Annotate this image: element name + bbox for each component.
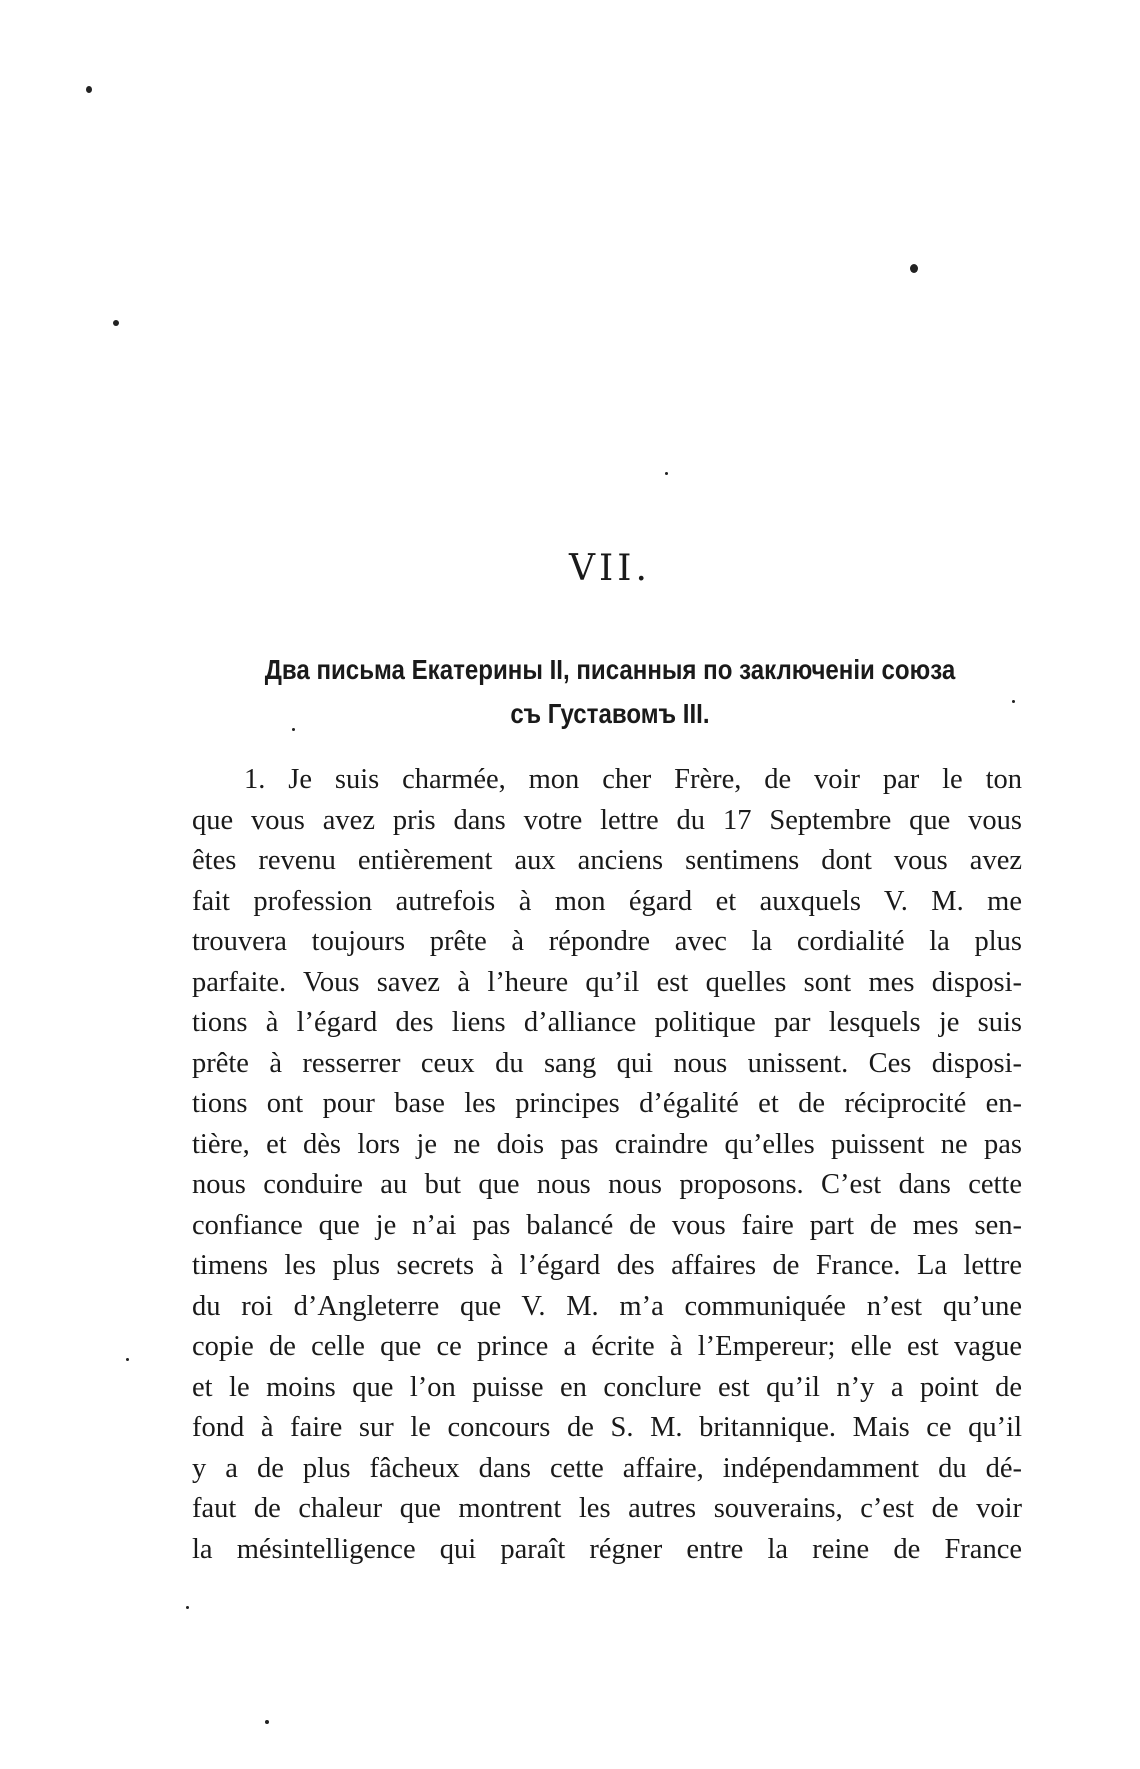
text-line: timens les plus secrets à l’égard des affaires de France. La lettre bbox=[192, 1250, 1022, 1281]
text-line: que vous avez pris dans votre lettre du 17 Septembre que vous bbox=[192, 804, 1022, 836]
text-line: parfaite. Vous savez à l’heure qu’il est quelles sont mes disposi- bbox=[192, 966, 1022, 998]
scan-speck bbox=[910, 264, 918, 273]
text-line: tions ont pour base les principes d’égalité et de réciprocité en- bbox=[192, 1088, 1022, 1119]
text-line: nous conduire au but que nous nous proposons. C’est dans cette bbox=[192, 1169, 1022, 1200]
scan-speck bbox=[126, 1358, 129, 1361]
scan-speck bbox=[186, 1606, 189, 1609]
chapter-title-line: Два письма Екатерины II, писанныя по заключенiи союза bbox=[264, 654, 956, 685]
text-line: tions à l’égard des liens d’alliance politique par lesquels je suis bbox=[192, 1007, 1022, 1038]
text-line: trouvera toujours prête à répondre avec la cordialité la plus bbox=[192, 926, 1022, 957]
text-line: la mésintelligence qui paraît régner entre la reine de France bbox=[192, 1533, 1022, 1565]
scan-speck bbox=[1012, 700, 1015, 703]
scan-speck bbox=[665, 472, 668, 475]
text-line: faut de chaleur que montrent les autres souverains, c’est de voir bbox=[192, 1493, 1022, 1524]
chapter-title bbox=[240, 648, 980, 736]
text-line: prête à resserrer ceux du sang qui nous unissent. Ces disposi- bbox=[192, 1047, 1022, 1079]
text-line: êtes revenu entièrement aux anciens sentimens dont vous avez bbox=[192, 845, 1022, 876]
body-text bbox=[192, 760, 1022, 1570]
text-line: copie de celle que ce prince a écrite à l’Empereur; elle est vague bbox=[192, 1331, 1022, 1362]
text-line: confiance que je n’ai pas balancé de vous faire part de mes sen- bbox=[192, 1209, 1022, 1241]
text-line: fond à faire sur le concours de S. M. britannique. Mais ce qu’il bbox=[192, 1412, 1022, 1443]
text-line: fait profession autrefois à mon égard et auxquels V. M. me bbox=[192, 885, 1022, 917]
scan-speck bbox=[265, 1720, 269, 1724]
scan-speck bbox=[113, 320, 119, 326]
text-line: du roi d’Angleterre que V. M. m’a communiquée n’est qu’une bbox=[192, 1290, 1022, 1322]
text-line: y a de plus fâcheux dans cette affaire, indépendamment du dé- bbox=[192, 1452, 1022, 1484]
chapter-title-line: съ Густавомъ III. bbox=[510, 698, 710, 729]
chapter-number: VII. bbox=[569, 548, 651, 589]
text-line: 1. Je suis charmée, mon cher Frère, de voir par le ton bbox=[244, 764, 1022, 795]
text-line: tière, et dès lors je ne dois pas craindre qu’elles puissent ne pas bbox=[192, 1128, 1022, 1160]
text-line: et le moins que l’on puisse en conclure est qu’il n’y a point de bbox=[192, 1371, 1022, 1403]
scan-speck bbox=[86, 86, 92, 93]
